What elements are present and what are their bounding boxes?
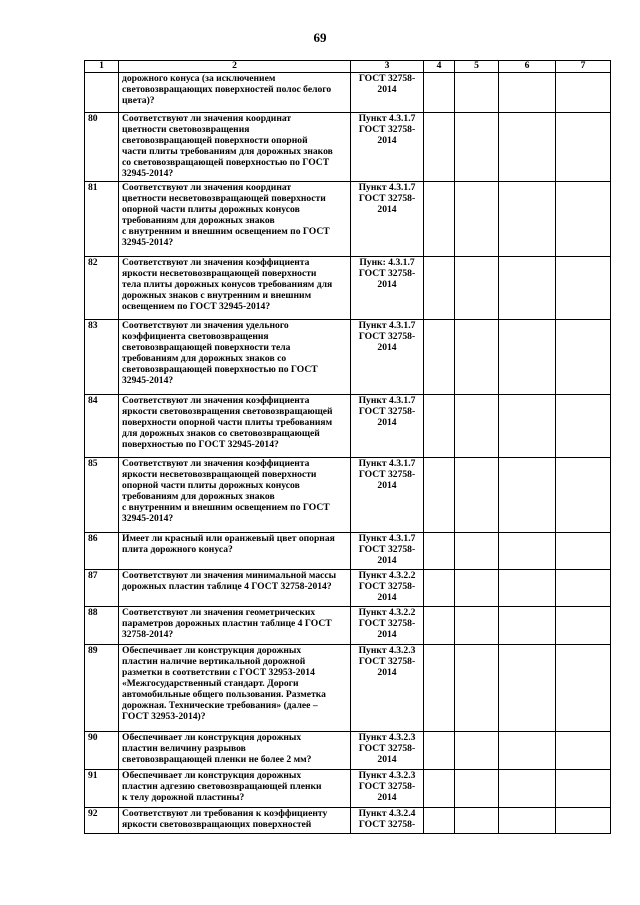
answer-cell[interactable] — [499, 533, 556, 570]
item-number: 91 — [85, 770, 119, 808]
question-line: цветности световозвращения — [122, 124, 250, 135]
answer-cell[interactable] — [499, 257, 556, 320]
table-row — [85, 395, 611, 458]
reference-line: 2014 — [377, 667, 397, 678]
answer-cell[interactable] — [556, 808, 611, 834]
reference-line: 2014 — [377, 84, 397, 95]
page-number: 69 — [313, 30, 327, 45]
table-row — [85, 73, 611, 113]
question-cell — [119, 458, 351, 533]
reference-line: ГОСТ 32758- — [358, 268, 416, 279]
answer-cell[interactable] — [455, 607, 499, 645]
answer-cell[interactable] — [455, 645, 499, 732]
column-header: 4 — [424, 61, 455, 73]
standard-reference-cell — [351, 732, 424, 770]
standard-reference-cell — [351, 645, 424, 732]
item-number: 82 — [85, 257, 119, 320]
question-line: освещением по ГОСТ 32945-2014? — [122, 301, 271, 312]
reference-line: Пункт 4.3.2.3 — [358, 645, 416, 656]
question-line: Соответствуют ли значения удельного — [122, 320, 289, 331]
question-line: 32945-2014? — [122, 237, 174, 248]
answer-cell[interactable] — [499, 458, 556, 533]
question-cell — [119, 257, 351, 320]
question-line: световозвращающей поверхности опорной — [122, 135, 308, 146]
question-line: с внутренним и внешним освещением по ГОСТ — [122, 502, 330, 513]
reference-line: 2014 — [377, 629, 397, 640]
item-number: 89 — [85, 645, 119, 732]
standard-reference-cell — [351, 533, 424, 570]
question-cell — [119, 570, 351, 607]
answer-cell[interactable] — [455, 113, 499, 182]
answer-cell[interactable] — [499, 182, 556, 257]
question-line: дорожных знаков с внутренним и внешним — [122, 290, 312, 301]
answer-cell[interactable] — [556, 73, 611, 113]
question-line: автомобильные общего пользования. Разметка — [122, 689, 326, 700]
reference-line: Пункт 4.3.1.7 — [358, 320, 416, 331]
question-line: 32758-2014? — [122, 629, 174, 640]
answer-cell[interactable] — [556, 182, 611, 257]
question-line: Соответствуют ли значения коэффициента — [122, 458, 310, 469]
answer-cell[interactable] — [455, 533, 499, 570]
answer-cell[interactable] — [455, 182, 499, 257]
question-line: опорной части плиты дорожных конусов — [122, 204, 300, 215]
question-line: 32945-2014? — [122, 168, 174, 179]
question-line: Обеспечивает ли конструкция дорожных — [122, 645, 302, 656]
question-cell — [119, 395, 351, 458]
reference-line: ГОСТ 32758- — [358, 469, 416, 480]
question-line: Имеет ли красный или оранжевый цвет опорная — [122, 533, 335, 544]
answer-cell[interactable] — [424, 770, 455, 808]
standard-reference-cell — [351, 607, 424, 645]
question-line: дорожного конуса (за исключением — [122, 73, 276, 84]
table-row — [85, 645, 611, 732]
answer-cell[interactable] — [556, 395, 611, 458]
reference-line: Пункт 4.3.2.4 — [358, 808, 416, 819]
answer-cell[interactable] — [499, 770, 556, 808]
item-number: 84 — [85, 395, 119, 458]
reference-line: ГОСТ 32758- — [358, 124, 416, 135]
question-line: поверхностью по ГОСТ 32945-2014? — [122, 439, 279, 450]
answer-cell[interactable] — [424, 182, 455, 257]
answer-cell[interactable] — [424, 73, 455, 113]
question-line: Соответствуют ли значения минимальной массы — [122, 570, 337, 581]
question-line: Соответствуют ли значения геометрических — [122, 607, 316, 618]
table-row — [85, 570, 611, 607]
reference-line: 2014 — [377, 480, 397, 491]
item-number: 87 — [85, 570, 119, 607]
answer-cell[interactable] — [499, 808, 556, 834]
reference-line: Пунк: 4.3.1.7 — [359, 257, 415, 268]
table-row — [85, 607, 611, 645]
table-row — [85, 182, 611, 257]
standard-reference-cell — [351, 570, 424, 607]
question-line: части плиты требованиям для дорожных знаков — [122, 146, 333, 157]
question-line: Обеспечивает ли конструкция дорожных — [122, 770, 302, 781]
question-line: цвета)? — [122, 95, 155, 106]
question-line: поверхности опорной части плиты требованиям — [122, 417, 333, 428]
column-header: 3 — [351, 61, 424, 73]
standard-reference-cell — [351, 182, 424, 257]
reference-line: 2014 — [377, 342, 397, 353]
question-line: разметки в соответствии с ГОСТ 32953-2014 — [122, 667, 315, 678]
standard-reference-cell — [351, 770, 424, 808]
question-cell — [119, 770, 351, 808]
question-line: пластин адгезию световозвращающей пленки — [122, 781, 322, 792]
question-cell — [119, 320, 351, 395]
answer-cell[interactable] — [499, 320, 556, 395]
reference-line: 2014 — [377, 204, 397, 215]
reference-line: ГОСТ 32758- — [358, 656, 416, 667]
standard-reference-cell — [351, 257, 424, 320]
item-number: 86 — [85, 533, 119, 570]
question-cell — [119, 533, 351, 570]
question-line: Соответствуют ли значения координат — [122, 182, 292, 193]
answer-cell[interactable] — [455, 395, 499, 458]
question-line: для дорожных знаков со световозвращающей — [122, 428, 320, 439]
question-line: яркости световозвращения световозвращающей — [122, 406, 333, 417]
answer-cell[interactable] — [424, 113, 455, 182]
answer-cell[interactable] — [556, 458, 611, 533]
item-number: 80 — [85, 113, 119, 182]
answer-cell[interactable] — [424, 645, 455, 732]
reference-line: Пункт 4.3.2.3 — [358, 770, 416, 781]
reference-line: ГОСТ 32758- — [358, 743, 416, 754]
item-number: 85 — [85, 458, 119, 533]
answer-cell[interactable] — [455, 257, 499, 320]
answer-cell[interactable] — [499, 732, 556, 770]
answer-cell[interactable] — [556, 770, 611, 808]
question-line: 32945-2014? — [122, 375, 174, 386]
question-line: световозвращающих поверхностей полос белого — [122, 84, 332, 95]
reference-line: 2014 — [377, 792, 397, 803]
reference-line: ГОСТ 32758- — [358, 331, 416, 342]
question-line: световозвращающей пленки не более 2 мм? — [122, 754, 312, 765]
column-header: 1 — [85, 61, 119, 73]
reference-line: 2014 — [377, 754, 397, 765]
answer-cell[interactable] — [556, 732, 611, 770]
question-line: яркости несветовозвращающей поверхности — [122, 469, 317, 480]
column-header: 5 — [455, 61, 499, 73]
question-cell — [119, 732, 351, 770]
column-header: 2 — [119, 61, 351, 73]
reference-line: Пункт 4.3.1.7 — [358, 533, 416, 544]
table-row — [85, 257, 611, 320]
checklist-table — [84, 60, 611, 834]
column-header: 6 — [499, 61, 556, 73]
answer-cell[interactable] — [455, 320, 499, 395]
reference-line: Пункт 4.3.1.7 — [358, 395, 416, 406]
question-line: опорной части плиты дорожных конусов — [122, 480, 300, 491]
reference-line: Пункт 4.3.1.7 — [358, 113, 416, 124]
answer-cell[interactable] — [556, 645, 611, 732]
reference-line: ГОСТ 32758- — [358, 581, 416, 592]
answer-cell[interactable] — [556, 257, 611, 320]
reference-line: 2014 — [377, 417, 397, 428]
question-line: требованиям для дорожных знаков — [122, 215, 275, 226]
standard-reference-cell — [351, 458, 424, 533]
answer-cell[interactable] — [499, 570, 556, 607]
reference-line: 2014 — [377, 592, 397, 603]
answer-cell[interactable] — [499, 607, 556, 645]
question-line: параметров дорожных пластин таблице 4 ГОСТ — [122, 618, 332, 629]
item-number — [85, 73, 119, 113]
question-line: цветности несветовозвращающей поверхности — [122, 193, 326, 204]
answer-cell[interactable] — [556, 607, 611, 645]
question-line: требованиям для дорожных знаков — [122, 491, 275, 502]
question-line: плита дорожного конуса? — [122, 544, 233, 555]
answer-cell[interactable] — [455, 770, 499, 808]
answer-cell[interactable] — [556, 570, 611, 607]
answer-cell[interactable] — [424, 257, 455, 320]
table-row — [85, 320, 611, 395]
question-line: дорожных пластин таблице 4 ГОСТ 32758-2014? — [122, 581, 332, 592]
question-line: с внутренним и внешним освещением по ГОСТ — [122, 226, 330, 237]
question-line: световозвращающей поверхности тела — [122, 342, 291, 353]
reference-line: 2014 — [377, 135, 397, 146]
question-line: пластин величину разрывов — [122, 743, 246, 754]
question-cell — [119, 808, 351, 834]
item-number: 88 — [85, 607, 119, 645]
table-row — [85, 732, 611, 770]
answer-cell[interactable] — [424, 458, 455, 533]
reference-line: ГОСТ 32758- — [358, 193, 416, 204]
table-row — [85, 808, 611, 834]
reference-line: Пункт 4.3.2.2 — [358, 570, 416, 581]
question-cell — [119, 182, 351, 257]
reference-line: Пункт 4.3.1.7 — [358, 182, 416, 193]
table-row — [85, 458, 611, 533]
reference-line: ГОСТ 32758- — [358, 618, 416, 629]
table-row — [85, 113, 611, 182]
answer-cell[interactable] — [455, 570, 499, 607]
answer-cell[interactable] — [499, 395, 556, 458]
reference-line: ГОСТ 32758- — [358, 73, 416, 84]
question-cell — [119, 73, 351, 113]
question-line: Соответствуют ли требования к коэффициенту — [122, 808, 328, 819]
table-row — [85, 533, 611, 570]
question-line: коэффициента световозвращения — [122, 331, 269, 342]
answer-cell[interactable] — [556, 113, 611, 182]
item-number: 81 — [85, 182, 119, 257]
standard-reference-cell — [351, 808, 424, 834]
answer-cell[interactable] — [455, 732, 499, 770]
question-line: Соответствуют ли значения коэффициента — [122, 395, 310, 406]
question-line: дорожная. Технические требования» (далее – — [122, 700, 318, 711]
answer-cell[interactable] — [556, 320, 611, 395]
answer-cell[interactable] — [424, 533, 455, 570]
answer-cell[interactable] — [455, 808, 499, 834]
question-line: требованиям для дорожных знаков со — [122, 353, 287, 364]
question-line: «Межгосударственный стандарт. Дороги — [122, 678, 299, 689]
standard-reference-cell — [351, 73, 424, 113]
question-line: световозвращающей поверхностью по ГОСТ — [122, 364, 318, 375]
reference-line: 2014 — [377, 279, 397, 290]
standard-reference-cell — [351, 113, 424, 182]
answer-cell[interactable] — [556, 533, 611, 570]
reference-line: ГОСТ 32758- — [358, 781, 416, 792]
question-line: пластин наличие вертикальной дорожной — [122, 656, 306, 667]
item-number: 90 — [85, 732, 119, 770]
answer-cell[interactable] — [499, 113, 556, 182]
standard-reference-cell — [351, 395, 424, 458]
question-cell — [119, 607, 351, 645]
table-header-row — [85, 61, 611, 73]
question-line: к телу дорожной пластины? — [122, 792, 245, 803]
reference-line: Пункт 4.3.2.2 — [358, 607, 416, 618]
answer-cell[interactable] — [499, 73, 556, 113]
reference-line: ГОСТ 32758- — [358, 819, 416, 830]
column-header: 7 — [556, 61, 611, 73]
question-line: ГОСТ 32953-2014)? — [122, 711, 206, 722]
question-line: Соответствуют ли значения координат — [122, 113, 292, 124]
item-number: 92 — [85, 808, 119, 834]
question-line: тела плиты дорожных конусов требованиям для — [122, 279, 333, 290]
question-line: Обеспечивает ли конструкция дорожных — [122, 732, 302, 743]
question-line: яркости несветовозвращающей поверхности — [122, 268, 317, 279]
answer-cell[interactable] — [424, 607, 455, 645]
reference-line: Пункт 4.3.1.7 — [358, 458, 416, 469]
reference-line: 2014 — [377, 555, 397, 566]
question-cell — [119, 113, 351, 182]
question-cell — [119, 645, 351, 732]
question-line: яркости световозвращающих поверхностей — [122, 819, 312, 830]
answer-cell[interactable] — [424, 395, 455, 458]
answer-cell[interactable] — [455, 458, 499, 533]
reference-line: ГОСТ 32758- — [358, 544, 416, 555]
table-row — [85, 770, 611, 808]
reference-line: ГОСТ 32758- — [358, 406, 416, 417]
item-number: 83 — [85, 320, 119, 395]
question-line: 32945-2014? — [122, 513, 174, 524]
answer-cell[interactable] — [424, 808, 455, 834]
answer-cell[interactable] — [499, 645, 556, 732]
answer-cell[interactable] — [455, 73, 499, 113]
question-line: со световозвращающей поверхностью по ГОСТ — [122, 157, 330, 168]
reference-line: Пункт 4.3.2.3 — [358, 732, 416, 743]
question-line: Соответствуют ли значения коэффициента — [122, 257, 310, 268]
answer-cell[interactable] — [424, 570, 455, 607]
answer-cell[interactable] — [424, 732, 455, 770]
answer-cell[interactable] — [424, 320, 455, 395]
standard-reference-cell — [351, 320, 424, 395]
